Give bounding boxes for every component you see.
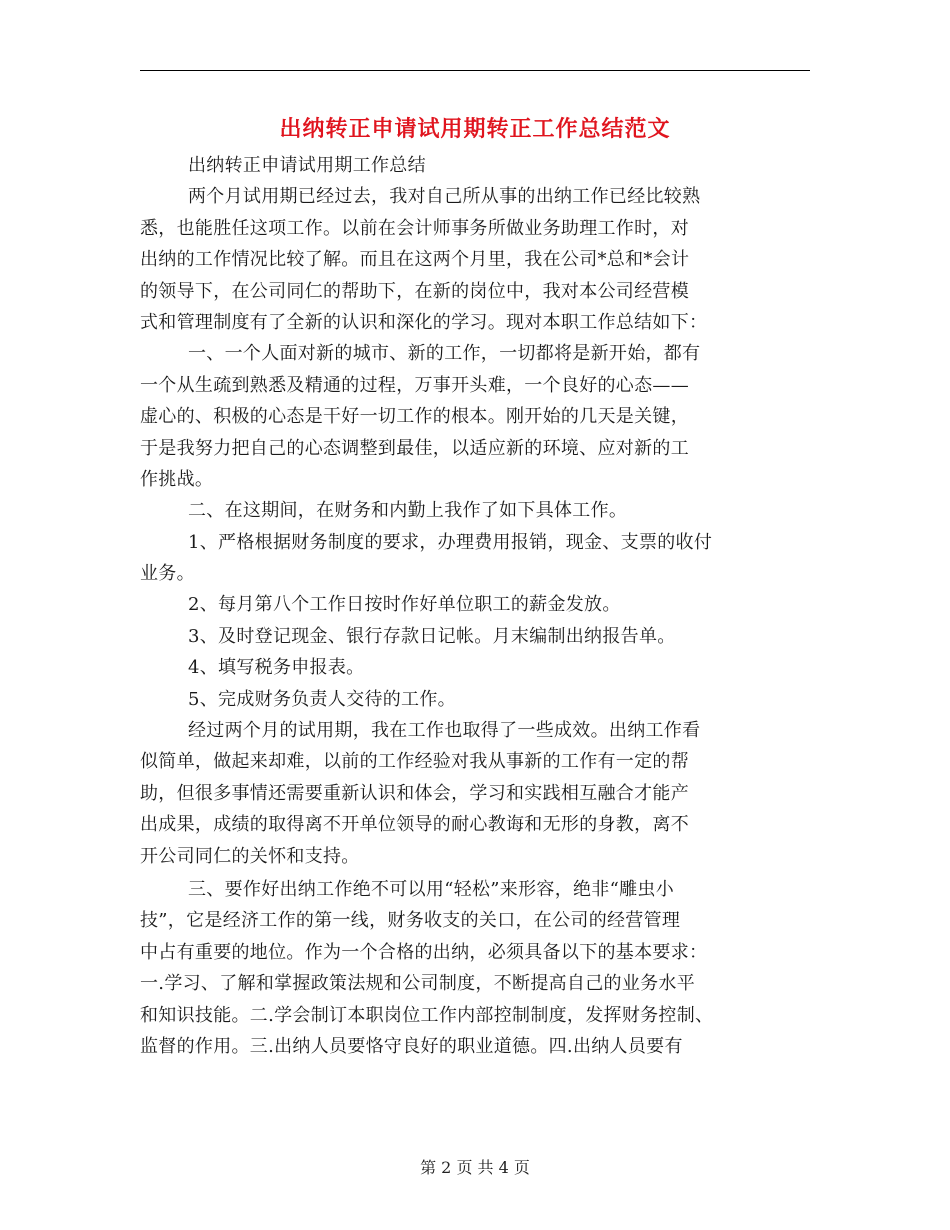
text-line: 虚心的、积极的心态是干好一切工作的根本。刚开始的几天是关键， [140,406,689,428]
text-line: 开公司同仁的关怀和支持。 [140,845,360,867]
text-line: 作挑战。 [140,468,214,490]
text-line: 一.学习、了解和掌握政策法规和公司制度，不断提高自己的业务水平 [140,973,696,995]
text-line: 技”，它是经济工作的第一线，财务收支的关口，在公司的经营管理 [140,910,681,932]
document-body [140,150,820,1062]
text-line: 二、在这期间，在财务和内勤上我作了如下具体工作。 [188,500,628,522]
text-line: 中占有重要的地位。作为一个合格的出纳，必须具备以下的基本要求： [140,941,708,963]
text-line: 4、填写税务申报表。 [188,657,365,679]
text-line: 监督的作用。三.出纳人员要恪守良好的职业道德。四.出纳人员要有 [140,1035,683,1057]
text-line: 助，但很多事情还需要重新认识和体会，学习和实践相互融合才能产 [140,782,689,804]
text-line: 似简单，做起来却难，以前的工作经验对我从事新的工作有一定的帮 [140,751,689,773]
text-line: 一个从生疏到熟悉及精通的过程，万事开头难，一个良好的心态—— [140,374,689,396]
page-number: 第 2 页 共 4 页 [420,1158,530,1177]
text-line: 业务。 [140,563,195,585]
text-line: 出纳的工作情况比较了解。而且在这两个月里，我在公司*总和*会计 [140,249,690,271]
text-line: 出成果，成绩的取得离不开单位领导的耐心教诲和无形的身教，离不 [140,814,689,836]
text-line: 一、一个人面对新的城市、新的工作，一切都将是新开始，都有 [188,343,701,365]
text-line: 悉，也能胜任这项工作。以前在会计师事务所做业务助理工作时，对 [140,217,689,239]
header-rule [140,70,810,71]
text-line: 于是我努力把自己的心态调整到最佳，以适应新的环境、应对新的工 [140,437,689,459]
text-line: 两个月试用期已经过去，我对自己所从事的出纳工作已经比较熟 [188,186,701,208]
text-line: 经过两个月的试用期，我在工作也取得了一些成效。出纳工作看 [188,720,701,742]
document-title: 出纳转正申请试用期转正工作总结范文 [279,116,671,142]
text-line: 三、要作好出纳工作绝不可以用“轻松”来形容，绝非“雕虫小 [188,878,675,900]
text-line: 5、完成财务负责人交待的工作。 [188,688,456,710]
subtitle-line: 出纳转正申请试用期工作总结 [188,155,426,176]
text-line: 和知识技能。二.学会制订本职岗位工作内部控制制度，发挥财务控制、 [140,1004,714,1026]
text-line: 3、及时登记现金、银行存款日记帐。月末编制出纳报告单。 [188,625,676,647]
text-line: 1、严格根据财务制度的要求，办理费用报销，现金、支票的收付 [188,531,713,553]
text-line: 的领导下，在公司同仁的帮助下，在新的岗位中，我对本公司经营模 [140,280,689,302]
text-line: 2、每月第八个工作日按时作好单位职工的薪金发放。 [188,594,621,616]
text-line: 式和管理制度有了全新的认识和深化的学习。现对本职工作总结如下： [140,311,708,333]
